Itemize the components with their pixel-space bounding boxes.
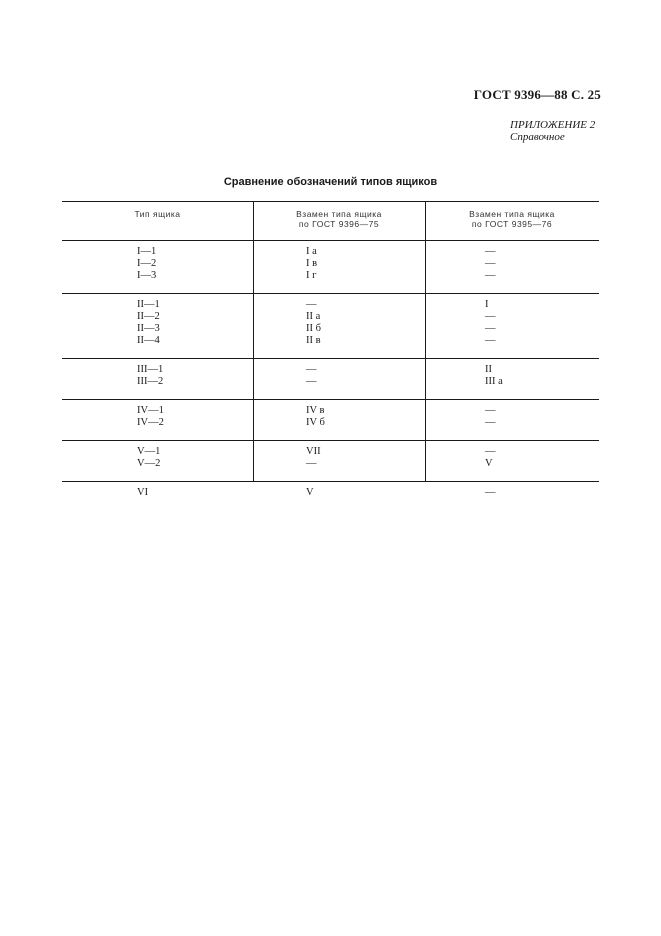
cell-gost9396: I а <box>306 246 317 257</box>
cell-box-type: IV—2 <box>137 417 164 428</box>
cell-box-type: II—1 <box>137 299 160 310</box>
cell-gost9395: — <box>485 270 496 281</box>
page-header: ГОСТ 9396—88 С. 25 <box>473 87 601 102</box>
column-header-line: Взамен типа ящика <box>469 209 555 219</box>
cell-box-type: IV—1 <box>137 405 164 416</box>
cell-gost9396: — <box>306 364 317 375</box>
group-separator <box>62 293 599 294</box>
column-header-line: по ГОСТ 9395—76 <box>471 219 553 229</box>
cell-box-type: VI <box>137 487 149 498</box>
cell-gost9395: V <box>485 458 493 469</box>
cell-box-type: I—2 <box>137 258 157 269</box>
appendix-subtitle: Справочное <box>510 131 565 143</box>
cell-box-type: I—3 <box>137 270 157 281</box>
comparison-table <box>62 201 599 498</box>
cell-gost9395: — <box>485 323 496 334</box>
cell-gost9395: — <box>485 258 496 269</box>
cell-gost9396: — <box>306 376 317 387</box>
cell-gost9395: I <box>485 299 489 310</box>
column-divider <box>253 201 254 481</box>
cell-box-type: II—3 <box>137 323 160 334</box>
column-header-gost9395 <box>425 209 599 229</box>
table-title: Сравнение обозначений типов ящиков <box>223 176 438 188</box>
cell-gost9395: — <box>485 246 496 257</box>
cell-gost9395: III а <box>485 376 503 387</box>
appendix-title: ПРИЛОЖЕНИЕ 2 <box>510 119 596 131</box>
cell-box-type: II—4 <box>137 335 160 346</box>
group-separator <box>62 440 599 441</box>
cell-gost9396: IV б <box>306 417 325 428</box>
cell-gost9395: — <box>485 417 496 428</box>
table-top-rule <box>62 201 599 202</box>
cell-gost9395: — <box>485 446 496 457</box>
cell-box-type: III—1 <box>137 364 164 375</box>
group-separator <box>62 399 599 400</box>
cell-gost9396: I в <box>306 258 318 269</box>
column-header-line: по ГОСТ 9396—75 <box>298 219 380 229</box>
cell-gost9395: — <box>485 405 496 416</box>
column-header-line: Тип ящика <box>134 209 181 219</box>
cell-gost9396: — <box>306 458 317 469</box>
table-header-rule <box>62 240 599 241</box>
cell-box-type: V—1 <box>137 446 161 457</box>
cell-gost9396: I г <box>306 270 317 281</box>
group-separator <box>62 358 599 359</box>
cell-box-type: II—2 <box>137 311 160 322</box>
cell-gost9396: II а <box>306 311 321 322</box>
cell-box-type: V—2 <box>137 458 161 469</box>
cell-gost9395: — <box>485 311 496 322</box>
cell-gost9395: II <box>485 364 492 375</box>
cell-gost9396: VII <box>306 446 321 457</box>
appendix-block <box>510 119 595 143</box>
cell-gost9396: II б <box>306 323 321 334</box>
cell-gost9395: — <box>485 335 496 346</box>
cell-gost9396: — <box>306 299 317 310</box>
cell-gost9396: V <box>306 487 314 498</box>
cell-gost9396: II в <box>306 335 321 346</box>
column-header-line: Взамен типа ящика <box>296 209 382 219</box>
cell-gost9396: IV в <box>306 405 325 416</box>
column-divider <box>425 201 426 481</box>
group-separator <box>62 481 599 482</box>
cell-box-type: III—2 <box>137 376 164 387</box>
column-header-type <box>62 209 253 219</box>
cell-box-type: I—1 <box>137 246 157 257</box>
column-header-gost9396 <box>253 209 425 229</box>
cell-gost9395: — <box>485 487 496 498</box>
